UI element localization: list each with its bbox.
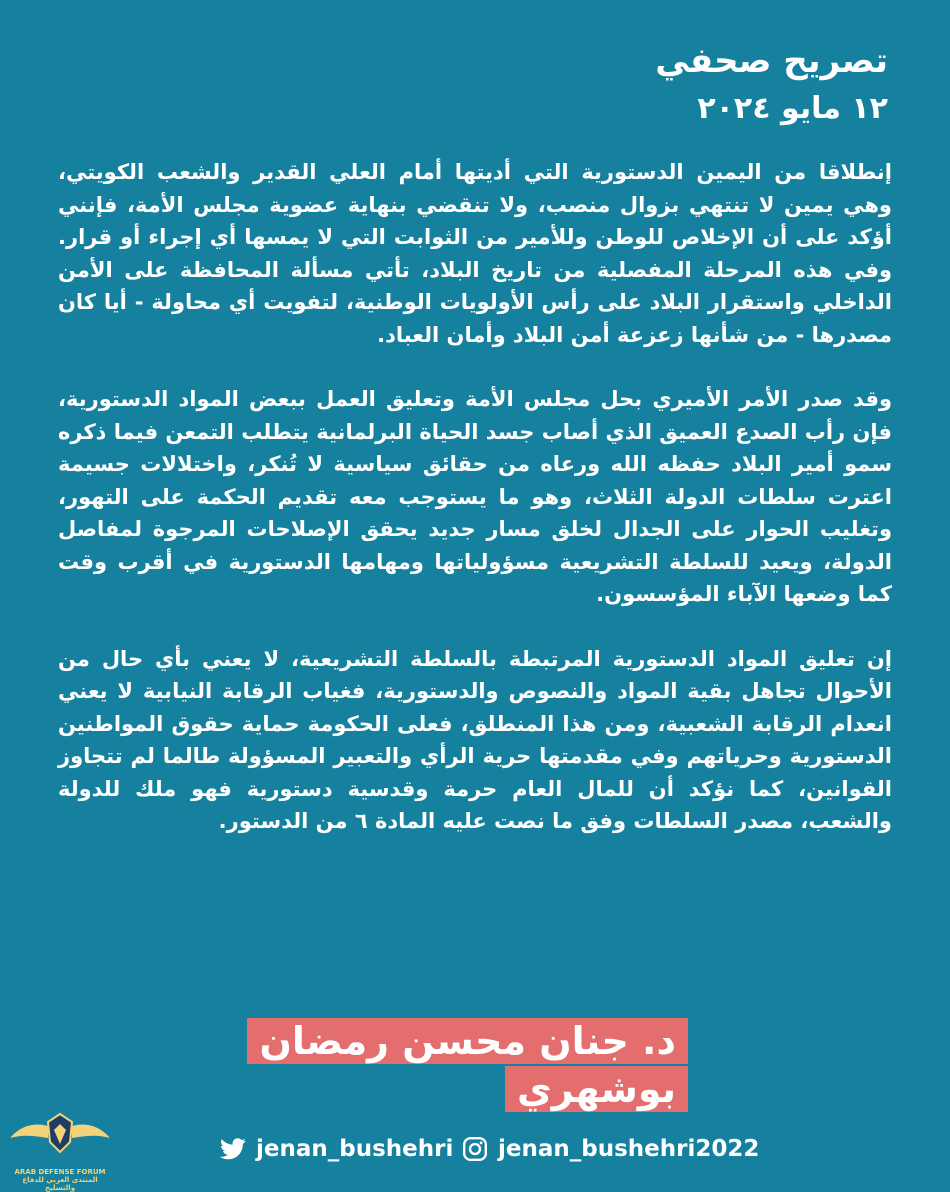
eagle-shield-logo-icon — [8, 1108, 112, 1166]
twitter-handle-text: jenan_bushehri — [256, 1136, 454, 1162]
statement-date: ١٢ مايو ٢٠٢٤ — [697, 91, 888, 126]
social-handles — [0, 1130, 950, 1170]
paragraph-3: إن تعليق المواد الدستورية المرتبطة بالسلطة التشريعية، لا يعني بأي حال من الأحوال تجاهل بقية المواد والنصوص والدستورية، فغياب الرقابة النيابية لا يعني انعدام الرقابة الشعبية، ومن هذا المنطلق، فعلى الحكومة حماية حقوق المواطنين الدستورية وحرياتهم وفي مقدمتها حرية الرأي والتعبير المسؤولة طالما لم تتجاوز القوانين، كما نؤكد أن للمال العام حرمة وقدسية دستورية فهو ملك للدولة والشعب، مصدر السلطات وفق ما نصت عليه المادة ٦ من الدستور. — [58, 646, 892, 833]
twitter-bird-icon — [220, 1138, 246, 1160]
arab-defense-forum-watermark — [8, 1108, 112, 1192]
signature-name-line2: بوشهري — [505, 1066, 688, 1112]
instagram-handle-text: jenan_bushehri2022 — [498, 1136, 760, 1162]
statement-header — [655, 36, 888, 132]
twitter-handle-link[interactable] — [220, 1136, 453, 1162]
statement-title: تصريح صحفي — [655, 41, 888, 81]
statement-body — [58, 156, 892, 870]
watermark-text-en: ARAB DEFENSE FORUM — [14, 1168, 106, 1176]
paragraph-1: إنطلاقا من اليمين الدستورية التي أديتها أمام العلي القدير والشعب الكويتي، وهي يمين لا تنتهي بزوال منصب، ولا تنقضي بنهاية عضوية مجلس الأمة، فإنني أؤكد على أن الإخلاص للوطن وللأمير من الثوابت التي لا يمسها أي إجراء أو قرار. وفي هذه المرحلة المفصلية من تاريخ البلاد، تأتي مسألة المحافظة على الأمن الداخلي واستقرار البلاد على رأس الأولويات الوطنية، لتفويت أي محاولة - أيا كان مصدرها - من شأنها زعزعة أمن البلاد وأمان العباد. — [58, 160, 892, 347]
signature-name-line1: د. جنان محسن رمضان — [247, 1018, 688, 1064]
watermark-text-ar: المنتدى العربي للدفاع والتسليح — [22, 1176, 98, 1192]
signature-block — [247, 1018, 688, 1112]
paragraph-2: وقد صدر الأمر الأميري بحل مجلس الأمة وتعليق العمل ببعض المواد الدستورية، فإن رأب الصدع العميق الذي أصاب جسد الحياة البرلمانية يتطلب التمعن فيما ذكره سمو أمير البلاد حفظه الله ورعاه من حقائق سياسية لا تُنكر، واختلالات جسيمة اعترت سلطات الدولة الثلاث، وهو ما يستوجب معه تقديم الحكمة على التهور، وتغليب الحوار على الجدال لخلق مسار جديد يحقق الإصلاحات المرجوة لمفاصل الدولة، ويعيد للسلطة التشريعية مسؤولياتها ومهامها الدستورية في أقرب وقت كما وضعها الآباء المؤسسون. — [58, 387, 892, 606]
instagram-icon — [462, 1136, 488, 1162]
instagram-handle-link[interactable] — [462, 1136, 759, 1162]
